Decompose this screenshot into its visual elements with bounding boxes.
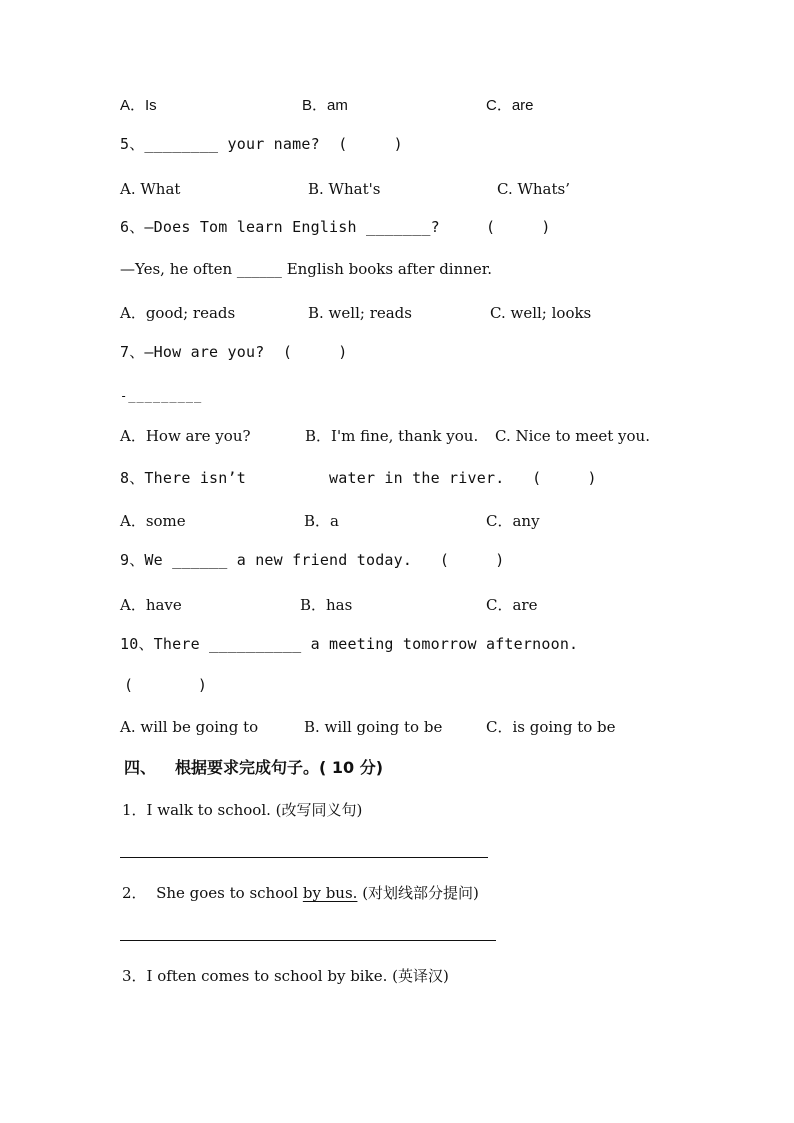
sentence-2 (122, 886, 479, 901)
section-number: 四、 (124, 758, 157, 777)
q5-option-a: A. What (120, 180, 181, 198)
q8-stem: 8、There isn’t water in the river. ( ) (120, 469, 597, 487)
q8-option-b: B．a (304, 512, 339, 530)
q4-option-c: C．are (486, 97, 534, 114)
q10-option-c: C．is going to be (486, 718, 616, 736)
sentence-1: 1．I walk to school. (改写同义句) (122, 801, 363, 819)
q4-option-a: A．Is (120, 97, 157, 114)
section-title: 根据要求完成句子。( 10 分) (175, 758, 384, 777)
q6-reply: —Yes, he often ______ English books after dinner. (120, 260, 493, 278)
q7-reply-blank: -_________ (120, 389, 203, 403)
q6-stem: 6、—Does Tom learn English _______? ( ) (120, 218, 551, 236)
answer-line-1 (120, 857, 488, 858)
q6-option-a: A．good; reads (120, 304, 236, 322)
q10-stem: 10、There __________ a meeting tomorrow afternoon. (120, 635, 579, 653)
q7-option-c: C. Nice to meet you. (495, 427, 650, 445)
q5-option-b: B. What's (308, 180, 381, 198)
sentence-2-suffix: (对划线部分提问) (357, 884, 479, 902)
sentence-2-prefix: 2． She goes to school (122, 884, 303, 902)
sentence-3: 3．I often comes to school by bike. (英译汉) (122, 967, 449, 985)
q9-stem: 9、We ______ a new friend today. ( ) (120, 551, 505, 569)
q5-option-c: C. Whats’ (497, 180, 570, 198)
q9-option-a: A．have (120, 596, 182, 614)
q8-option-c: C．any (486, 512, 540, 530)
q7-stem: 7、—How are you? ( ) (120, 343, 348, 361)
q10-option-a: A. will be going to (120, 718, 259, 736)
q9-option-c: C．are (486, 596, 538, 614)
q9-option-b: B．has (300, 596, 353, 614)
q7-option-a: A．How are you? (120, 427, 251, 445)
q8-option-a: A．some (120, 512, 186, 530)
answer-line-2 (120, 940, 496, 941)
q7-option-b: B．I'm fine, thank you. (305, 427, 479, 445)
q6-option-b: B. well; reads (308, 304, 412, 322)
q10-answer-bracket: ( ) (124, 676, 208, 694)
sentence-2-underlined-phrase: by bus. (302, 884, 358, 902)
q4-option-b: B．am (302, 97, 348, 114)
q10-option-b: B. will going to be (304, 718, 443, 736)
q5-stem: 5、________ your name? ( ) (120, 135, 403, 153)
q6-option-c: C. well; looks (490, 304, 592, 322)
